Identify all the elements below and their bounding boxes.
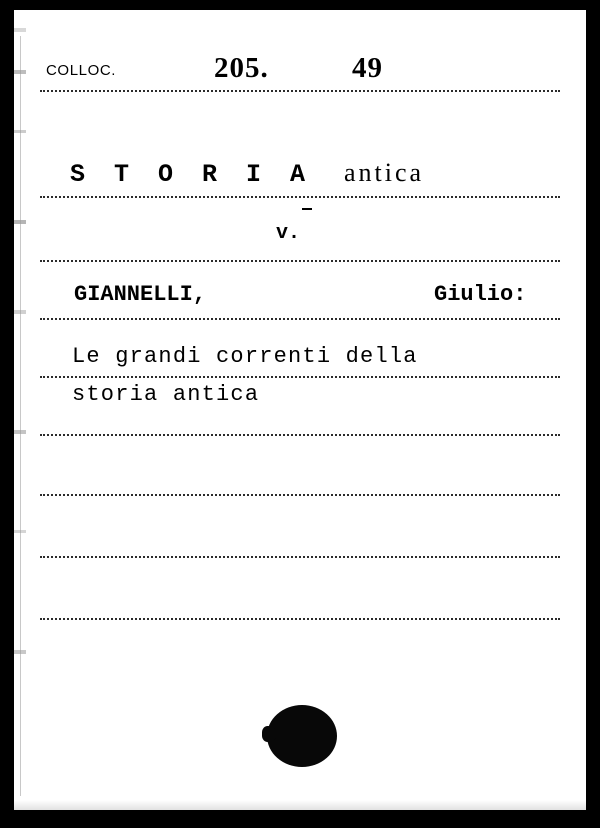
- punch-hole-icon: [267, 705, 337, 767]
- title-line-2: storia antica: [72, 382, 260, 407]
- author-given-name: Giulio:: [434, 282, 527, 307]
- rule-line-9: [40, 618, 560, 620]
- rule-line-5: [40, 376, 560, 378]
- collocation-number: 205.: [214, 52, 269, 84]
- volume-tick-mark: [302, 208, 312, 210]
- rule-line-1: [40, 90, 560, 92]
- punch-hole-nick-icon: [262, 726, 276, 742]
- rule-line-2: [40, 196, 560, 198]
- rule-line-3: [40, 260, 560, 262]
- rule-line-7: [40, 494, 560, 496]
- card-bottom-edge: [14, 800, 586, 810]
- rule-line-4: [40, 318, 560, 320]
- author-surname: GIANNELLI,: [74, 282, 207, 307]
- volume-mark: v.: [276, 222, 301, 245]
- collocation-number-secondary: 49: [352, 52, 383, 84]
- rule-line-8: [40, 556, 560, 558]
- subject-qualifier: antica: [344, 158, 425, 187]
- scan-edge-line: [20, 36, 21, 796]
- rule-line-6: [40, 434, 560, 436]
- library-catalog-card: [14, 10, 586, 810]
- collocation-label: COLLOC.: [46, 62, 117, 79]
- title-line-1: Le grandi correnti della: [72, 344, 418, 369]
- subject-heading: S T O R I A: [70, 160, 313, 189]
